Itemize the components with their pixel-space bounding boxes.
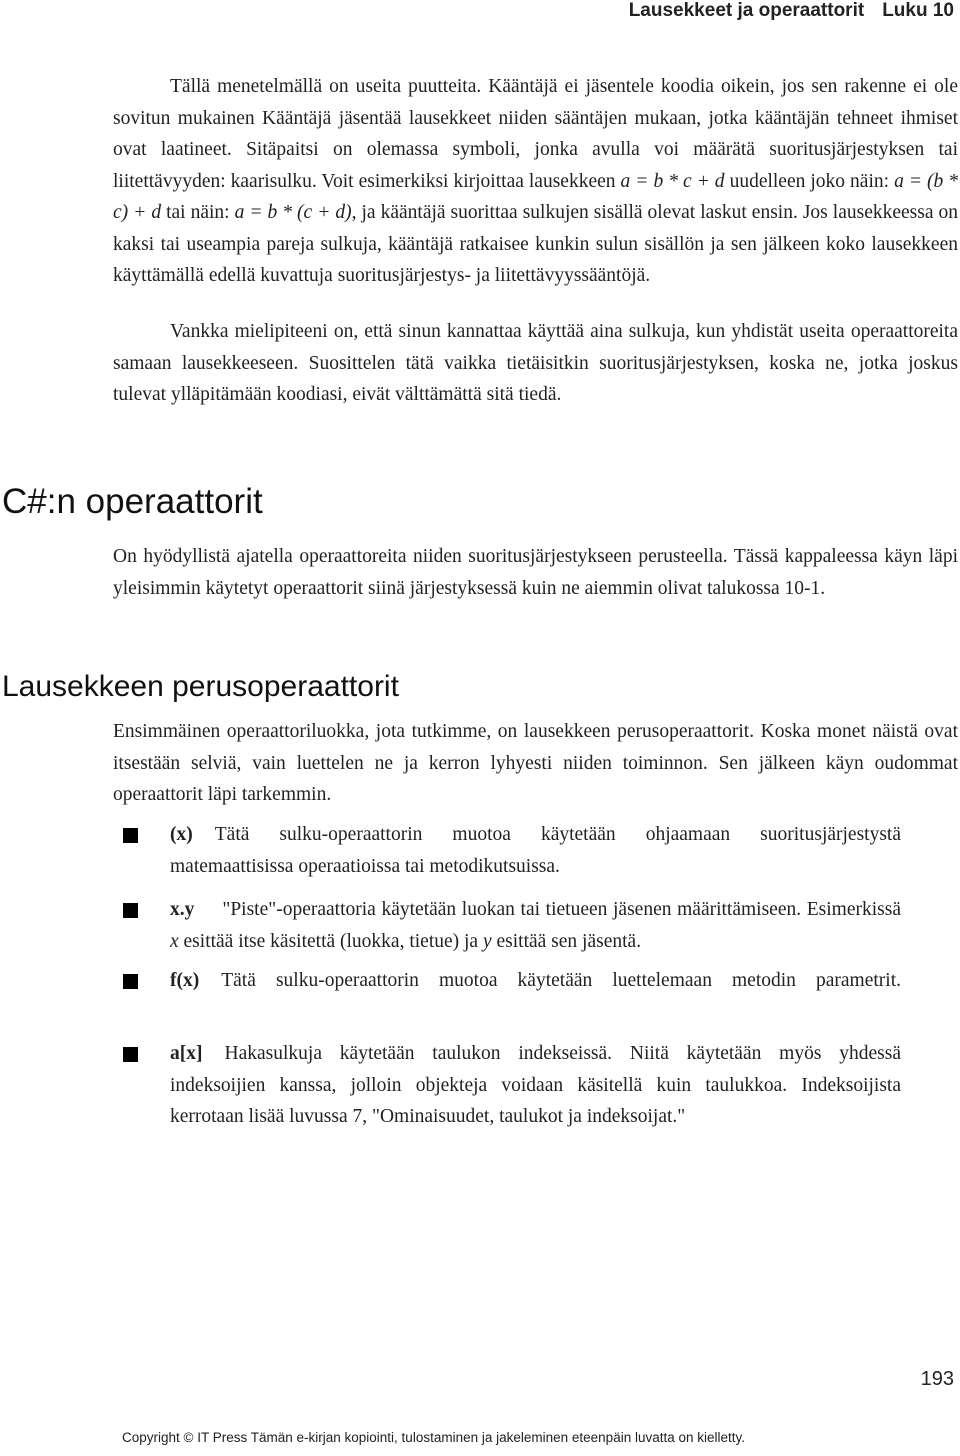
operator-term: (x) xyxy=(170,824,193,845)
list-bullet xyxy=(123,828,138,843)
chapter-number: Luku 10 xyxy=(882,0,954,21)
chapter-title: Lausekkeet ja operaattorit xyxy=(628,0,865,21)
section2-paragraph: Ensimmäinen operaattoriluokka, jota tutkimme, on lausekkeen perusoperaattorit. Koska monet näistä ovat itsestään selviä, vain luettelen ne ja kerron lyhyesti niiden toiminnon. Sen jälkeen käyn oudommat operaattorit läpi tarkemmin. xyxy=(113,721,958,805)
list-item-function-call: f(x) Tätä sulku-operaattorin muotoa käytetään luettelemaan metodin parametrit. xyxy=(170,965,901,1028)
intro-paragraph-2: Vankka mielipiteeni on, että sinun kannattaa käyttää aina sulkuja, kun yhdistät useita operaattoreita samaan lausekkeeseen. Suosittelen tätä vaikka tietäisitkin suoritusjärjestyksen, koska ne, jotka joskus tulevat ylläpitämään koodiasi, eivät välttämättä sitä tiedä. xyxy=(113,321,958,405)
operator-term: x.y xyxy=(170,899,195,920)
list-bullet xyxy=(123,974,138,989)
expression-parenthesized-product: a = (b * c) + d xyxy=(113,170,958,223)
list-item-dot: x.y "Piste"-operaattoria käytetään luokan tai tietueen jäsenen määrittämiseen. Esimerkissä x esittää itse käsitettä (luokka, tietue) ja y esittää sen jäsentä. xyxy=(170,894,901,957)
running-header xyxy=(629,0,954,22)
list-item-index: a[x] Hakasulkuja käytetään taulukon indekseissä. Niitä käytetään myös yhdessä indeksoijien kanssa, jolloin objekteja voidaan käsitellä kuin taulukkoa. Indeksoijista kerrotaan lisää luvussa 7, "Ominaisuudet, taulukot ja indeksoijat." xyxy=(170,1038,901,1133)
operator-term: f(x) xyxy=(170,970,200,991)
expression-parenthesized-sum: a = b * (c + d) xyxy=(234,202,352,223)
section-heading-basic-operators: Lausekkeen perusoperaattorit xyxy=(2,670,399,703)
section1-paragraph: On hyödyllistä ajatella operaattoreita niiden suoritusjärjestykseen perusteella. Tässä kappaleessa käyn läpi yleisimmin käytetyt operaattorit siinä järjestyksessä kuin ne aiemmin olivat talukossa 10-1. xyxy=(113,546,958,599)
list-bullet xyxy=(123,903,138,918)
section-heading-csharp-operators: C#:n operaattorit xyxy=(2,482,263,521)
list-bullet xyxy=(123,1047,138,1062)
intro-paragraph-1: Tällä menetelmällä on useita puutteita. Kääntäjä ei jäsentele koodia oikein, jos sen rakenne ei ole sovitun mukainen Kääntäjä jäsentää lausekkeet niiden sääntäjen mukaan, jotka kääntäjän tehneet ihmiset ovat laatineet. Sitäpaitsi on olemassa symboli, jonka avulla voi määrätä suoritusjärjestyksen tai liitettävyyden: kaarisulku. Voit esimerkiksi kirjoittaa lausekkeen a = b * c + d uudelleen joko näin: a = (b * c) + d tai näin: a = b * (c + d), ja kääntäjä suorittaa sulkujen sisällä olevat laskut ensin. Jos lausekkeessa on kaksi tai useampia pareja sulkuja, kääntäjä ratkaisee kunkin sulun sisällön ja sen jälkeen koko lausekkeen käyttämällä edellä kuvattuja suoritusjärjestys- ja liitettävyyssääntöjä. xyxy=(113,76,958,286)
copyright-footer: Copyright © IT Press Tämän e-kirjan kopiointi, tulostaminen ja jakeleminen eteenpäin luvatta on kielletty. xyxy=(122,1430,746,1445)
page-number: 193 xyxy=(920,1368,954,1390)
list-item-parentheses: (x) Tätä sulku-operaattorin muotoa käytetään ohjaamaan suoritusjärjestystä matemaattisissa operaatioissa tai metodikutsuissa. xyxy=(170,819,901,882)
operator-term: a[x] xyxy=(170,1043,203,1064)
expression-a-equals-b-times-c-plus-d: a = b * c + d xyxy=(620,170,725,192)
